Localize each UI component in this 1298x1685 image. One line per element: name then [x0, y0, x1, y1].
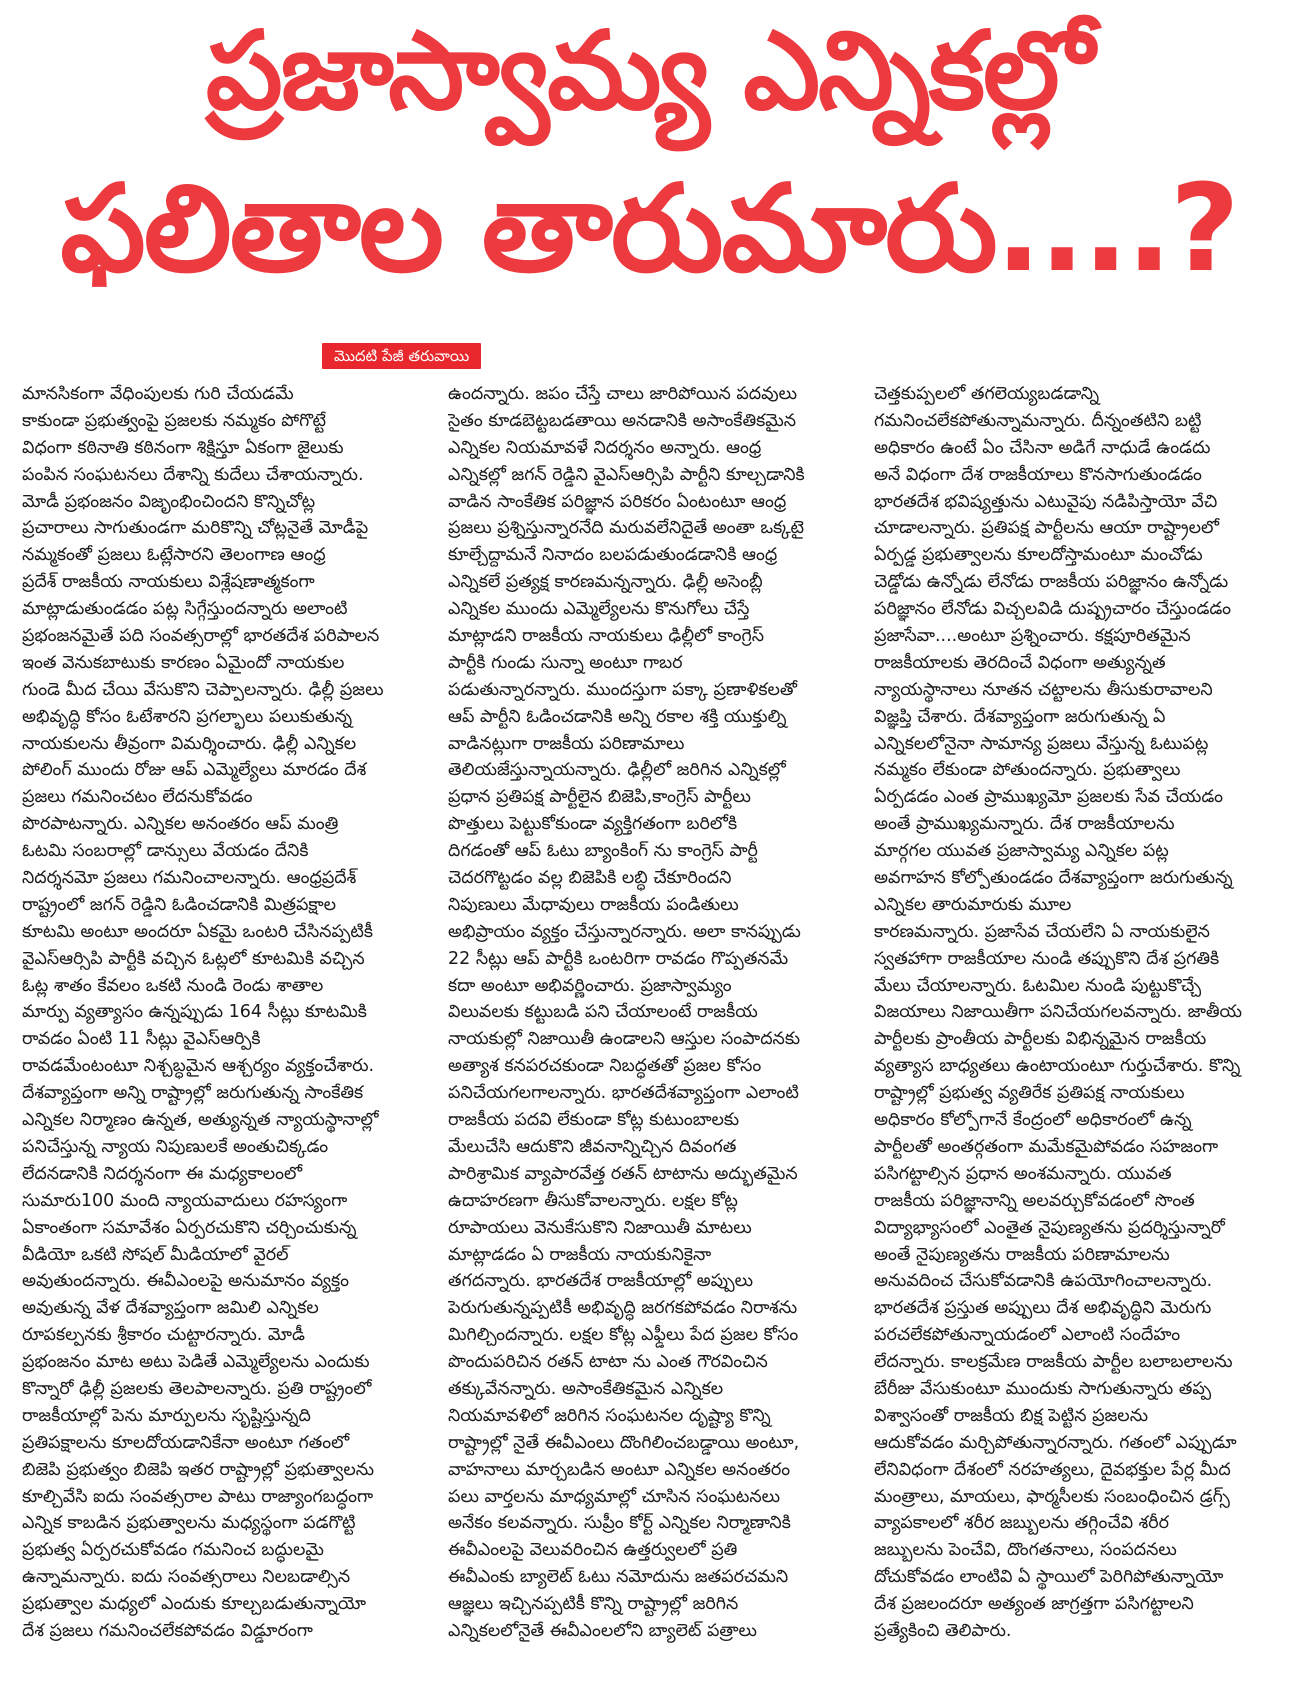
- article-line: పార్టీకి గుండు సున్నా అంటూ గాబర: [448, 652, 683, 673]
- article-line: పడుతున్నారన్నారు. ముందస్తుగా పక్కా ప్రణాళికలతో: [448, 679, 798, 700]
- article-line: రాజకీయ పరిజ్ఞానాన్ని అలవర్చుకోవడంలో సొంత: [874, 1190, 1195, 1211]
- article-line: ప్రభుత్వాల మధ్యలో ఎందుకు కూల్చబడుతున్నాయో: [22, 1594, 367, 1615]
- article-line: వాహనాలు మార్చబడిన అంటూ ఎన్నికల అనంతరం: [448, 1459, 791, 1480]
- article-line: పసిగట్టాల్సిన ప్రధాన అంశమన్నారు. యువత: [874, 1163, 1172, 1184]
- article-line: ప్రభంజనమైతే పది సంవత్సరాల్లో భారతదేశ పరిపాలన: [22, 626, 380, 647]
- article-line: నాయకుల్లో నిజాయితీ ఉండాలని ఆస్తుల సంపాదనకు: [448, 1029, 801, 1050]
- article-line: లేనివిధంగా దేశంలో నరహత్యలు, దైవభక్తుల పేర్ల మీద: [874, 1459, 1231, 1480]
- article-line: బిజెపి ప్రభుత్వం బిజెపి ఇతర రాష్ట్రాల్లో ప్రభుత్వాలను: [22, 1459, 375, 1480]
- article-line: ప్రతిపక్షాలను కూలదోయడానికేనా అంటూ గతంలో: [22, 1432, 350, 1453]
- article-line: ఎన్నికల ముందు ఎమ్మెల్యేలను కొనుగోలు చేస్తే: [448, 599, 750, 620]
- article-line: రాష్ట్రంలో జగన్ రెడ్డిని ఓడించడానికి మిత్రపక్షాల: [22, 894, 336, 915]
- article-line: మేలుచేసి ఆదుకొని జీవనాన్నిచ్చిన దివంగత: [448, 1136, 737, 1157]
- article-line: ప్రధాన ప్రతిపక్ష పార్టీలైన బిజెపి,కాంగ్రెస్ పార్టీలు: [448, 787, 751, 808]
- article-line: దేశ ప్రజలందరూ అత్యంత జాగ్రత్తగా పసిగట్టాలని: [874, 1594, 1194, 1615]
- article-line: పనిచేయగలగాలన్నారు. భారతదేశవ్యాప్తంగా ఎలాంటి: [448, 1083, 799, 1104]
- article-line: అవుతున్న వేళ దేశవ్యాప్తంగా జమిలి ఎన్నికల: [22, 1298, 319, 1319]
- article-line: అత్యాశ కనపరచకుండా నిబద్ధతతో ప్రజల కోసం: [448, 1056, 762, 1077]
- article-line: రాజకీయాలకు తెరదించే విధంగా అత్యున్నత: [874, 652, 1166, 673]
- article-line: తగదన్నారు. భారతదేశ రాజకీయాల్లో అప్పులు: [448, 1271, 754, 1292]
- article-line: భారతదేశ భవిష్యత్తును ఎటువైపు నడిపిస్తాయో వేచి: [874, 491, 1218, 512]
- article-line: రావడమేంటంటూ నిశ్చబ్ధమైన ఆశ్చర్యం వ్యక్తంచేశారు.: [22, 1056, 375, 1077]
- article-line: పలు వార్తలను మాధ్యమాల్లో చూసిన సంఘటనలు: [448, 1486, 781, 1507]
- article-line: అధికారం కోల్పోగానే కేంద్రంలో అధికారంలో ఉన్న: [874, 1110, 1192, 1131]
- article-line: ఏర్పడ్డ ప్రభుత్వాలను కూలదోస్తామంటూ మంచోడు: [874, 545, 1203, 566]
- article-line: వ్యాపకాలలో శరీర జబ్బులను తగ్గించేవి శరీర: [874, 1513, 1170, 1534]
- article-line: 22 సీట్లు ఆప్ పార్టీకి ఒంటరిగా రావడం గొప్పతనమే: [448, 948, 789, 969]
- article-line: కొన్నారో ఢిల్లీ ప్రజలకు తెలపాలన్నారు. ప్రతి రాష్ట్రంలో: [22, 1378, 372, 1399]
- article-line: ఓటమి సంబరాల్లో డాన్సులు వేయడం దేనికి: [22, 841, 309, 862]
- article-line: ఎన్నిక కాబడిన ప్రభుత్వాలను మధ్యస్థంగా పడగొట్టి: [22, 1513, 356, 1534]
- article-line: అభిప్రాయం వ్యక్తం చేస్తున్నారన్నారు. అలా కానప్పుడు: [448, 921, 801, 942]
- article-line: చెత్తకుప్పలలో తగలెయ్యబడడాన్ని: [874, 384, 1100, 404]
- article-line: పొందుపరిచిన రతన్ టాటా ను ఎంత గౌరవించిన: [448, 1352, 768, 1373]
- article-line: వాడినట్లుగా రాజకీయ పరిణామాలు: [448, 733, 685, 754]
- article-line: అనువదించ చేసుకోవడానికి ఉపయోగించాలన్నారు.: [874, 1271, 1213, 1292]
- article-line: నాయకులను తీవ్రంగా విమర్శించారు. ఢిల్లీ ఎన్నికల: [22, 733, 357, 754]
- article-line: వీడియో ఒకటి సోషల్ మీడియాలో వైరల్: [22, 1244, 289, 1265]
- article-line: అధికారం ఉంటే ఏం చేసినా అడిగే నాధుడే ఉండదు: [874, 437, 1211, 458]
- article-line: ప్రదేశ్ రాజకీయ నాయకులు విశ్లేషణాత్మకంగా: [22, 572, 315, 593]
- article-line: నమ్మకం లేకుండా పోతుందన్నారు. ప్రభుత్వాలు: [874, 760, 1181, 781]
- article-line: ఏర్పడడం ఎంత ప్రాముఖ్యమో ప్రజలకు సేవ చేయడం: [874, 787, 1223, 808]
- article-line: పారిశ్రామిక వ్యాపారవేత్త రతన్ టాటాను అద్భుతమైన: [448, 1163, 798, 1184]
- article-line: కాకుండా ప్రభుత్వంపై ప్రజలకు నమ్మకం పోగొట్టే: [22, 410, 327, 431]
- article-line: చెదరగొట్టడం వల్ల బిజెపికి లబ్ధి చేకూరిందని: [448, 868, 732, 889]
- article-line: జబ్బులను పెంచేవి, దొంగతనాలు, సంపదనలు: [874, 1540, 1177, 1561]
- article-line: ఉదాహరణగా తీసుకోవాలన్నారు. లక్షల కోట్ల: [448, 1190, 738, 1211]
- article-line: రావడం ఏంటి 11 సీట్లు వైఎస్ఆర్పికి: [22, 1029, 261, 1050]
- article-line: గుండె మీద చేయి వేసుకొని చెప్పాలన్నారు. ఢిల్లీ ప్రజలు: [22, 679, 384, 700]
- article-line: మార్పు వ్యత్యాసం ఉన్నప్పుడు 164 సీట్లు కూటమికి: [22, 1002, 367, 1023]
- article-line: రాజకీయాల్లో పెను మార్పులను సృష్టిస్తున్నది: [22, 1405, 311, 1426]
- article-line: రాజకీయ పదవి లేకుండా కోట్ల కుటుంబాలకు: [448, 1110, 740, 1131]
- article-line: ప్రచారాలు సాగుతుండగా మరికొన్ని చోట్లనైతే మోడీపై: [22, 518, 369, 539]
- article-line: ప్రజాసేవా....అంటూ ప్రశ్నించారు. కక్షపూరితమైన: [874, 626, 1191, 647]
- article-line: వాడిన సాంకేతిక పరిజ్ఞాన పరికరం ఏంటంటూ ఆంధ్ర: [448, 491, 787, 512]
- article-line: స్వతహాగా రాజకీయాల నుండి తప్పుకొని దేశ ప్రగతికి: [874, 948, 1220, 969]
- article-line: ఈవీఎంలపై వెలువరించిన ఉత్తర్వులలో ప్రతి: [448, 1540, 738, 1561]
- article-line: పంపిన సంఘటనలు దేశాన్ని కుదేలు చేశాయన్నారు.: [22, 464, 364, 485]
- article-column-3: [874, 381, 1276, 1677]
- article-line: ప్రజలు గమనించటం లేదనుకోవడం: [22, 787, 253, 808]
- continued-from-front-page-tag: మొదటి పేజీ తరువాయి: [322, 343, 481, 369]
- article-line: అవగాహన కోల్పోతుండడం దేశవ్యాప్తంగా జరుగుతున్న: [874, 868, 1233, 889]
- article-line: కదా అంటూ అభివర్ణించారు. ప్రజాస్వామ్యం: [448, 975, 732, 996]
- article-line: మేలు చేయాలన్నారు. ఓటమిల నుండి పుట్టుకొచ్చే: [874, 975, 1202, 996]
- article-line: చెడ్డోడు ఉన్నోడు లేనోడు రాజకీయ పరిజ్ఞానం ఉన్నోడు: [874, 572, 1229, 593]
- article-line: పార్టీలకు ప్రాంతీయ పార్టీలకు విభిన్నమైన రాజకీయ: [874, 1029, 1207, 1050]
- article-line: విలువలకు కట్టుబడి పని చేయాలంటే రాజకీయ: [448, 1002, 758, 1023]
- article-column-1: [22, 381, 424, 1677]
- article-line: పనిచేస్తున్న న్యాయ నిపుణులకే అంతుచిక్కడం: [22, 1136, 329, 1157]
- article-line: రూపాయలు వెనుకేసుకొని నిజాయితీ మాటలు: [448, 1217, 752, 1238]
- article-line: ప్రభుత్వ ఏర్పరచుకోవడం గమనించ బద్ధులమై: [22, 1540, 324, 1561]
- article-line: పోలింగ్ ముందు రోజు ఆప్ ఎమ్మెల్యేలు మారడం దేశ: [22, 760, 367, 781]
- article-line: మిగిల్చిందన్నారు. లక్షల కోట్ల ఎఫ్డీలు పేద ప్రజల కోసం: [448, 1325, 799, 1346]
- article-line: భారతదేశ ప్రస్తుత అప్పులు దేశ అభివృద్ధిని మెరుగు: [874, 1298, 1212, 1319]
- article-line: అంతే నైపుణ్యతను రాజకీయ పరిణామాలను: [874, 1244, 1170, 1265]
- article-line: మానసికంగా వేధింపులకు గురి చేయడమే: [22, 384, 294, 404]
- article-line: కూల్చివేసి ఐదు సంవత్సరాల పాటు రాజ్యాంగబద్ధంగా: [22, 1486, 374, 1507]
- article-line: పెరుగుతున్నప్పటికీ అభివృద్ధి జరగకపోవడం నిరాశను: [448, 1298, 798, 1319]
- headline-line-2: ఫలితాల తారుమారు....?: [60, 160, 1238, 299]
- article-line: తెలియజేస్తున్నాయన్నారు. ఢిల్లీలో జరిగిన ఎన్నికల్లో: [448, 760, 786, 781]
- article-line: పరచలేకపోతున్నాయడంలో ఎలాంటి సందేహం: [874, 1325, 1181, 1346]
- article-line: మంత్రాలు, మాయలు, ఫార్మసీలకు సంబంధించిన డ్రగ్స్: [874, 1486, 1230, 1507]
- article-line: అవుతుందన్నారు. ఈవీఎంలపై అనుమానం వ్యక్తం: [22, 1271, 349, 1292]
- article-line: కూటమి అంటూ అందరూ ఏకమై ఒంటరి చేసినప్పటికీ: [22, 921, 373, 942]
- article-line: నియమావళిలో జరిగిన సంఘటనల దృష్ట్యా కొన్ని: [448, 1405, 771, 1426]
- article-line: చూడాలన్నారు. ప్రతిపక్ష పార్టీలను ఆయా రాష్ట్రాలలో: [874, 518, 1220, 539]
- article-line: మార్గగల యువత ప్రజాస్వామ్య ఎన్నికల పట్ల: [874, 841, 1169, 862]
- article-line: లేదన్నారు. కాలక్రమేణ రాజకీయ పార్టీల బలాబలాలను: [874, 1352, 1233, 1373]
- article-line: సైతం కూడబెట్టబడతాయి అనడానికి అసాంకేతికమైన: [448, 410, 797, 431]
- article-line: పొత్తులు పెట్టుకోకుండా వ్యక్తిగతంగా బరిలోకి: [448, 814, 738, 835]
- article-line: విశ్వాసంతో రాజకీయ బిక్ష పెట్టిన ప్రజలను: [874, 1405, 1149, 1426]
- article-line: దోచుకోవడం లాంటివి ఏ స్థాయిలో పెరిగిపోతున్నాయో: [874, 1567, 1224, 1588]
- article-line: ఆజ్ఞలు ఇచ్చినప్పటికీ కొన్ని రాష్ట్రాల్లో జరిగిన: [448, 1594, 739, 1615]
- article-line: మోడీ ప్రభంజనం విజృంభించిందని కొన్నిచోట్ల: [22, 491, 316, 512]
- article-line: ఎన్నికలలోనైతే ఈవీఎంలలోని బ్యాలెట్ పత్రాలు: [448, 1620, 757, 1641]
- article-line: ఎన్నికలే ప్రత్యక్ష కారణమన్నన్నారు. ఢిల్లీ అసెంబ్లీ: [448, 572, 763, 593]
- headline-line-1: ప్రజాస్వామ్య ఎన్నికల్లో: [205, 9, 1093, 134]
- article-line: నిపుణులు మేధావులు రాజకీయ పండితులు: [448, 894, 739, 915]
- article-line: పొరపాటన్నారు. ఎన్నికల అనంతరం ఆప్ మంత్రి: [22, 814, 339, 835]
- article-line: ప్రజలు ప్రశ్నిస్తున్నారనేది మరువలేనిదైతే అంతా ఒక్కటై: [448, 518, 805, 539]
- article-line: కూల్చేద్దామనే నినాదం బలపడుతుండడానికి ఆంధ్ర: [448, 545, 778, 566]
- article-line: మాట్లాడని రాజకీయ నాయకులు ఢిల్లీలో కాంగ్రెస్: [448, 626, 765, 647]
- article-line: ఏకాంతంగా సమావేశం ఏర్పరచుకొని చర్చించుకున్న: [22, 1217, 357, 1238]
- article-line: వ్యత్యాస బాధ్యతలు ఉంటాయంటూ గుర్తుచేశారు. కొన్ని: [874, 1056, 1241, 1077]
- article-line: దిగడంతో ఆప్ ఓటు బ్యాంకింగ్ ను కాంగ్రెస్ పార్టీ: [448, 841, 758, 862]
- article-line: మాట్లాడడం ఏ రాజకీయ నాయకునికైనా: [448, 1244, 712, 1265]
- article-line: సుమారు100 మంది న్యాయవాదులు రహస్యంగా: [22, 1190, 348, 1211]
- article-line: కారణమన్నారు. ప్రజాసేవ చేయలేని ఏ నాయకులైన: [874, 921, 1210, 942]
- article-line: అంతే ప్రాముఖ్యమన్నారు. దేశ రాజకీయాలను: [874, 814, 1175, 835]
- article-line: లేదనడానికి నిదర్శనంగా ఈ మధ్యకాలంలో: [22, 1163, 303, 1184]
- article-line: గమనించలేకపోతున్నామన్నారు. దీన్నంతటిని బట్టి: [874, 410, 1202, 431]
- article-line: రాష్ట్రాల్లో నైతే ఈవీఎంలు దొంగిలించబడ్డాయి అంటూ,: [448, 1432, 800, 1453]
- article-line: ఎన్నికల నిర్మాణం ఉన్నత, అత్యున్నత న్యాయస్థానాల్లో: [22, 1110, 379, 1131]
- article-line: ఎన్నికలలోనైనా సామాన్య ప్రజలు వేస్తున్న ఓటుపట్ల: [874, 733, 1209, 754]
- article-line: ఆదుకోవడం మర్చిపోతున్నారన్నారు. గతంలో ఎప్పుడూ: [874, 1432, 1237, 1453]
- article-line: ప్రత్యేకించి తెలిపారు.: [874, 1620, 1012, 1641]
- article-line: విజ్ఞప్తి చేశారు. దేశవ్యాప్తంగా జరుగుతున్న ఏ: [874, 706, 1166, 727]
- article-line: ఆప్ పార్టీని ఓడించడానికి అన్ని రకాల శక్తి యుక్తుల్ని: [448, 706, 787, 727]
- article-line: ఉన్నామన్నారు. ఐదు సంవత్సరాలు నిలబడాల్సిన: [22, 1567, 351, 1588]
- article-line: మాట్లాడుతుండడం పట్ల సిగ్గేస్తుందన్నారు అలాంటి: [22, 599, 348, 620]
- article-line: దేశ ప్రజలు గమనించలేకపోవడం విడ్డూరంగా: [22, 1620, 313, 1641]
- article-column-2: [448, 381, 850, 1677]
- article-line: అభివృద్ధి కోసం ఓటేశారని ప్రగల్భాలు పలుకుతున్న: [22, 706, 353, 727]
- article-line: ఉందన్నారు. జపం చేస్తే చాలు జారిపోయిన పదవులు: [448, 384, 798, 404]
- article-line: నమ్మకంతో ప్రజలు ఓట్లేసారని తెలంగాణ ఆంధ్ర: [22, 545, 326, 566]
- article-line: విజయాలు నిజాయితీగా పనిచేయగలవన్నారు. జాతీయ: [874, 1002, 1243, 1023]
- article-line: బేరీజు వేసుకుంటూ ముందుకు సాగుతున్నారు తప్ప: [874, 1378, 1212, 1399]
- article-line: విద్యాభ్యాసంలో ఎంతైత నైపుణ్యతను ప్రదర్శిస్తున్నారో: [874, 1217, 1225, 1238]
- article-line: తక్కువేనన్నారు. అసాంకేతికమైన ఎన్నికల: [448, 1378, 724, 1399]
- article-line: అనే విధంగా దేశ రాజకీయాలు కొనసాగుతుండడం: [874, 464, 1202, 485]
- article-line: రూపకల్పనకు శ్రీకారం చుట్టారన్నారు. మోడీ: [22, 1325, 305, 1346]
- article-line: రాష్ట్రాల్లో ప్రభుత్వ వ్యతిరేక ప్రతిపక్ష నాయకులు: [874, 1083, 1185, 1104]
- article-line: ఈవీఎంకు బ్యాలెట్ ఓటు నమోదును జతపరచమని: [448, 1567, 789, 1588]
- article-line: దేశవ్యాప్తంగా అన్ని రాష్ట్రాల్లో జరుగుతున్న సాంకేతిక: [22, 1083, 364, 1104]
- article-line: ఎన్నికల తారుమారుకు మూల: [874, 894, 1072, 915]
- article-line: పార్టీలతో అంతర్గతంగా మమేకమైపోవడం సహజంగా: [874, 1136, 1219, 1157]
- article-line: వైఎస్ఆర్సిపి పార్టీకి వచ్చిన ఓట్లలో కూటమికి వచ్చిన: [22, 948, 365, 969]
- article-line: ఎన్నికల నియమావళే నిదర్శనం అన్నారు. ఆంధ్ర: [448, 437, 762, 458]
- article-line: న్యాయస్థానాలు నూతన చట్టాలను తీసుకురావాలని: [874, 679, 1213, 700]
- article-line: ప్రభంజనం మాట అటు పెడితే ఎమ్మెల్యేలను ఎందుకు: [22, 1352, 370, 1373]
- article-line: ఎన్నికల్లో జగన్ రెడ్డిని వైఎస్ఆర్సిపి పార్టీని కూల్చడానికి: [448, 464, 805, 485]
- article-line: నిదర్శనమో ప్రజలు గమనించాలన్నారు. ఆంధ్రప్రదేశ్: [22, 868, 357, 889]
- article-line: ఇంత వెనుకబాటుకు కారణం ఏమైందో నాయకుల: [22, 652, 345, 673]
- article-line: ఓట్ల శాతం కేవలం ఒకటి నుండి రెండు శాతాల: [22, 975, 324, 996]
- article-line: అనేకం కలవన్నారు. సుప్రీం కోర్ట్ ఎన్నికల నిర్మాణానికి: [448, 1513, 791, 1534]
- article-body: [22, 381, 1276, 1677]
- article-line: విధంగా కఠినాతి కఠినంగా శిక్షిస్తూ ఏకంగా జైలుకు: [22, 437, 344, 458]
- article-line: పరిజ్ఞానం లేనోడు విచ్చలవిడి దుష్ప్రచారం చేస్తుండడం: [874, 599, 1231, 620]
